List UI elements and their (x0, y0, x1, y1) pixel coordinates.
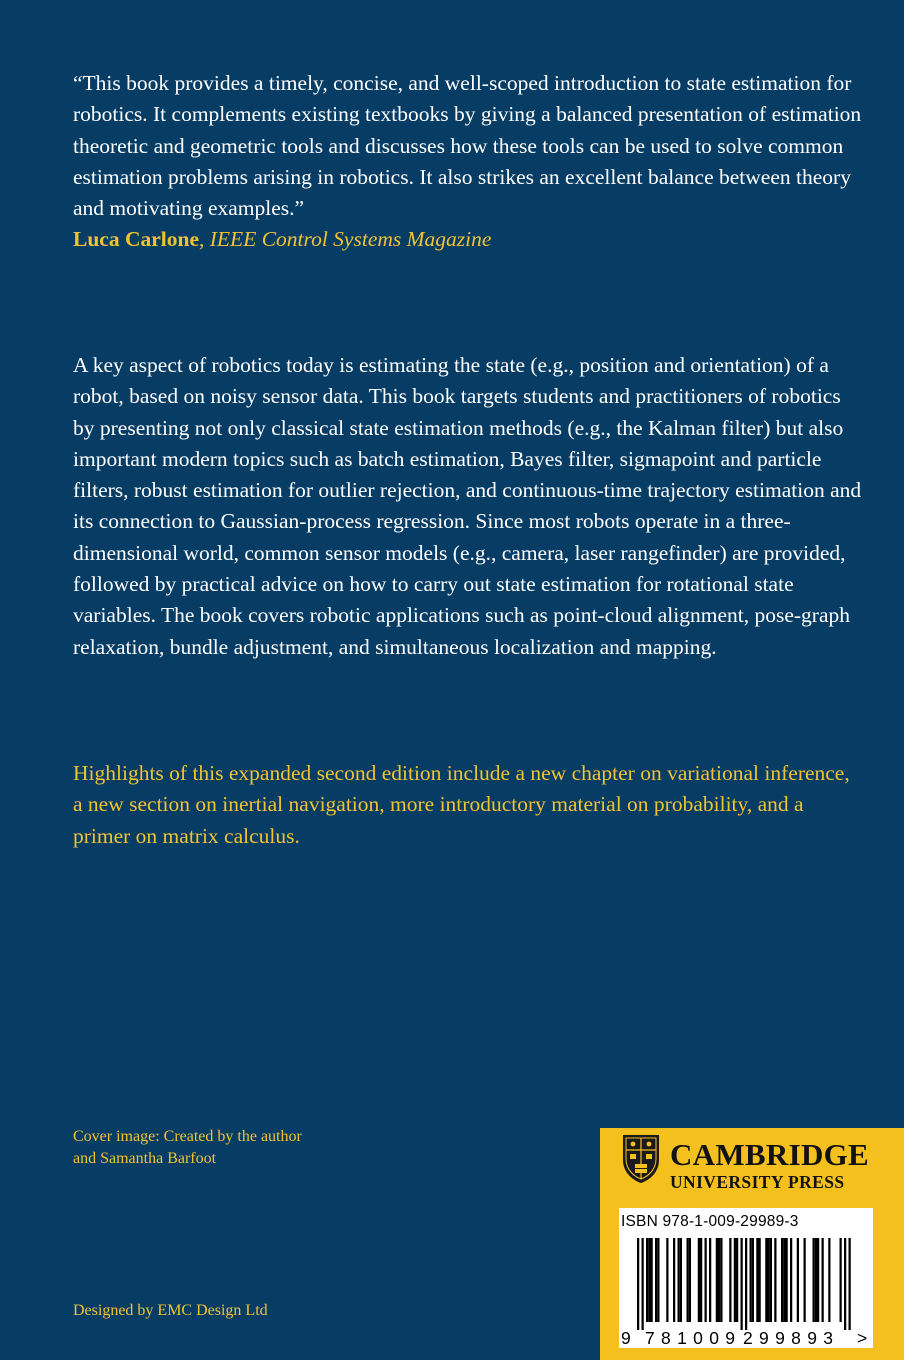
barcode-bar (687, 1238, 689, 1322)
barcode-bar (804, 1238, 806, 1322)
review-quote-text: “This book provides a timely, concise, and well-scoped introduction to state estimation for robotics. It complements existing textbooks by giving a balanced presentation of estimation theoretic and geometric tools and discusses how these tools can be used to solve common estimation problems arising in robotics. It also strikes an excellent balance between theory and motivating examples.” (73, 71, 862, 221)
barcode-bar (716, 1238, 718, 1322)
barcode-bar (752, 1238, 754, 1322)
review-attribution (73, 224, 863, 255)
barcode-bar (781, 1238, 783, 1322)
review-quote-block (73, 68, 863, 256)
barcode-bar (822, 1238, 824, 1322)
barcode-bar (759, 1238, 761, 1322)
cover-credit-line-2: and Samantha Barfoot (73, 1150, 217, 1167)
barcode-bar (637, 1238, 639, 1330)
cover-credit-line-1: Cover image: Created by the author (73, 1128, 302, 1145)
barcode-bar (741, 1238, 743, 1330)
barcode-bar (765, 1238, 767, 1322)
barcode-bar (813, 1238, 815, 1322)
barcode-bar (734, 1238, 736, 1322)
barcode-bar (768, 1238, 770, 1322)
barcode-bar (709, 1238, 711, 1322)
barcode-bar (770, 1238, 772, 1322)
barcode-bar (705, 1238, 707, 1322)
barcode-bar (828, 1238, 830, 1322)
barcode-quiet-mark: > (857, 1328, 868, 1348)
barcode-digits-right: 299893 (743, 1328, 833, 1348)
barcode-bar (840, 1238, 842, 1322)
highlights-text: Highlights of this expanded second edition include a new chapter on variational inference, a new section on inertial navigation, more introductory material on probability, and a primer on matrix calculus. (73, 761, 850, 848)
barcode-bar (700, 1238, 702, 1322)
barcode-graphic (619, 1236, 873, 1348)
barcode-bar (729, 1238, 731, 1322)
barcode-bars (637, 1238, 851, 1330)
cover-image-credit (73, 1126, 413, 1170)
barcode-bar (678, 1238, 680, 1322)
barcode-digits-left: 781009 (645, 1328, 735, 1348)
barcode-bar (817, 1238, 819, 1322)
attribution-separator: , (199, 227, 210, 252)
publisher-logo (622, 1134, 890, 1192)
barcode-bar (790, 1238, 792, 1322)
edition-highlights (73, 758, 863, 852)
barcode-bar (750, 1238, 752, 1322)
barcode-bar (646, 1238, 648, 1322)
review-source: IEEE Control Systems Magazine (209, 227, 492, 252)
barcode-bar (736, 1238, 738, 1322)
book-description (73, 350, 863, 663)
barcode-bar (673, 1238, 675, 1322)
barcode-bar (745, 1238, 747, 1330)
design-credit: Designed by EMC Design Ltd (73, 1302, 268, 1319)
publisher-panel (600, 1128, 904, 1360)
isbn-barcode (619, 1208, 873, 1348)
barcode-bar (718, 1238, 720, 1322)
cambridge-shield-icon (622, 1134, 660, 1184)
barcode-bar (797, 1238, 799, 1322)
barcode-bar (689, 1238, 691, 1322)
barcode-bar (698, 1238, 700, 1322)
barcode-bar (786, 1238, 788, 1322)
description-text: A key aspect of robotics today is estimating the state (e.g., position and orientation) of a robot, based on noisy sensor data. This book targets students and practitioners of robotics by presenting not only classical state estimation methods (e.g., the Kalman filter) but also important modern topics such as batch estimation, Bayes filter, sigmapoint and particle filters, robust estimation for outlier rejection, and continuous-time trajectory estimation and its connection to Gaussian-process regression. Since most robots operate in a three-dimensional world, common sensor models (e.g., camera, laser rangefinder) are provided, followed by practical advice on how to carry out state estimation for rotational state variables. The book covers robotic applications such as point-cloud alignment, pose-graph relaxation, bundle adjustment, and simultaneous localization and mapping. (73, 353, 862, 659)
barcode-bar (844, 1238, 846, 1330)
barcode-bar (783, 1238, 785, 1322)
barcode-bar (774, 1238, 776, 1322)
barcode-bar (756, 1238, 758, 1322)
publisher-subtitle: UNIVERSITY PRESS (670, 1172, 845, 1192)
barcode-bar (648, 1238, 650, 1322)
reviewer-name: Luca Carlone (73, 227, 200, 252)
barcode-bar (642, 1238, 644, 1330)
isbn-label: ISBN 978-1-009-29989-3 (621, 1213, 799, 1230)
barcode-bar (657, 1238, 659, 1322)
barcode-bar (655, 1238, 657, 1322)
barcode-bar (720, 1238, 722, 1322)
barcode-bar (815, 1238, 817, 1322)
barcode-bar (666, 1238, 668, 1322)
barcode-bar (849, 1238, 851, 1330)
publisher-name: CAMBRIDGE (670, 1137, 870, 1172)
barcode-bar (680, 1238, 682, 1322)
barcode-digit-lead: 9 (621, 1328, 631, 1348)
barcode-bar (651, 1238, 653, 1322)
